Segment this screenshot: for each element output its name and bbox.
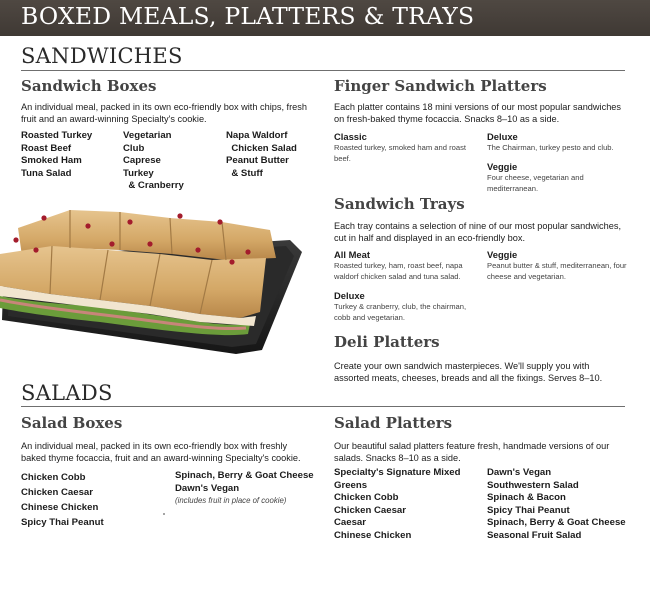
menu-item: Specialty's Signature Mixed (334, 467, 461, 478)
deli-platters-description: Create your own sandwich masterpieces. We'll supply you with assorted meats, cheeses, breads and all the fixings. Serves 8–10. (334, 361, 603, 383)
salad-platters-list-2 (487, 467, 626, 543)
page-title: BOXED MEALS, PLATTERS & TRAYS (21, 2, 475, 30)
menu-item: Dawn's Vegan (175, 482, 240, 494)
item-description: Roasted turkey, smoked ham and roast beef. (334, 143, 466, 163)
salad-platters-list-1 (334, 467, 461, 543)
menu-item: Seasonal Fruit Salad (487, 529, 582, 541)
menu-item: Caprese (123, 155, 161, 167)
salad-box-note: (includes fruit in place of cookie) (175, 496, 287, 506)
menu-item: Spinach & Bacon (487, 492, 566, 504)
menu-item: Chinese Chicken (21, 502, 99, 513)
item-name: Veggie (487, 249, 518, 260)
item-description: Peanut butter & stuff, mediterranean, four cheese and vegetarian. (487, 261, 627, 281)
item-name: Deluxe (487, 131, 518, 142)
item-description: The Chairman, turkey pesto and club. (487, 143, 614, 152)
menu-item: Spicy Thai Peanut (21, 517, 104, 528)
finger-platter-veggie (487, 161, 629, 194)
menu-item: Chicken Caesar (334, 504, 406, 516)
item-description: Four cheese, vegetarian and mediterranean. (487, 173, 584, 193)
menu-item: Smoked Ham (21, 155, 82, 167)
menu-item: Spinach, Berry & Goat Cheese (487, 517, 626, 529)
item-name: Classic (334, 131, 367, 142)
sandwich-boxes-list-1 (21, 130, 92, 180)
menu-item: & Stuff (226, 167, 263, 179)
item-description: Roasted turkey, ham, roast beef, napa waldorf chicken salad and tuna salad. (334, 261, 463, 281)
salad-platters-heading: Salad Platters (334, 414, 453, 432)
menu-item: Club (123, 142, 145, 154)
section-divider (21, 406, 625, 407)
menu-item: Dawn's Vegan (487, 467, 552, 478)
menu-item: Vegetarian (123, 130, 172, 141)
decorative-dot (163, 513, 165, 515)
sandwich-boxes-list-3 (226, 130, 297, 180)
sandwich-tray-all-meat (334, 249, 476, 282)
menu-item: Caesar (334, 517, 367, 529)
sandwich-trays-description: Each tray contains a selection of nine of our most popular sandwiches, cut in half and displayed in an eco-friendly box. (334, 221, 622, 243)
finger-platter-classic (334, 131, 476, 164)
menu-item: Tuna Salad (21, 167, 72, 179)
menu-item: Chicken Cobb (334, 492, 399, 504)
sandwich-trays-heading: Sandwich Trays (334, 195, 465, 213)
menu-item: Southwestern Salad (487, 479, 579, 491)
menu-item: Roasted Turkey (21, 130, 93, 141)
salad-boxes-list-2 (175, 470, 314, 507)
deli-platters-heading: Deli Platters (334, 333, 440, 351)
menu-item: Greens (334, 479, 368, 491)
item-name: Deluxe (334, 290, 365, 301)
menu-item: Turkey (123, 167, 154, 179)
menu-item: Chicken Salad (226, 142, 297, 154)
sandwich-boxes-list-2 (123, 130, 184, 193)
section-title-sandwiches: SANDWICHES (21, 44, 183, 68)
menu-item: Napa Waldorf (226, 130, 288, 141)
menu-item: Peanut Butter (226, 155, 289, 167)
menu-item: Chinese Chicken (334, 529, 412, 541)
menu-item: Spicy Thai Peanut (487, 504, 570, 516)
salad-boxes-heading: Salad Boxes (21, 414, 123, 432)
menu-item: & Cranberry (123, 180, 184, 192)
finger-platters-heading: Finger Sandwich Platters (334, 77, 547, 95)
salad-platters-description: Our beautiful salad platters feature fresh, handmade versions of our salads. Snacks 8–10 as a side. (334, 441, 610, 463)
item-name: All Meat (334, 249, 370, 260)
salad-boxes-list-1 (21, 470, 104, 530)
menu-item: Roast Beef (21, 142, 72, 154)
sandwich-tray-image (0, 200, 305, 360)
menu-item: Spinach, Berry & Goat Cheese (175, 470, 314, 481)
item-description: Turkey & cranberry, club, the chairman, cobb and vegetarian. (334, 302, 467, 322)
section-title-salads: SALADS (21, 381, 113, 405)
header-banner (0, 0, 650, 36)
item-name: Veggie (487, 161, 518, 172)
sandwich-tray-veggie (487, 249, 629, 282)
section-divider (21, 70, 625, 71)
sandwich-boxes-description: An individual meal, packed in its own eco-friendly box with chips, fresh fruit and an award-winning Specialty's cookie. (21, 102, 307, 124)
sandwich-boxes-heading: Sandwich Boxes (21, 77, 157, 95)
finger-platter-deluxe (487, 131, 629, 154)
sandwich-tray-deluxe (334, 290, 476, 323)
menu-item: Chicken Cobb (21, 472, 86, 483)
salad-boxes-description: An individual meal, packed in its own eco-friendly box with freshly baked thyme focaccia, fruit and an award-winning Specialty's cookie. (21, 441, 301, 463)
menu-item: Chicken Caesar (21, 487, 93, 498)
finger-platters-description: Each platter contains 18 mini versions of our most popular sandwiches on fresh-baked thyme focaccia. Snacks 8–10 as a side. (334, 102, 622, 124)
